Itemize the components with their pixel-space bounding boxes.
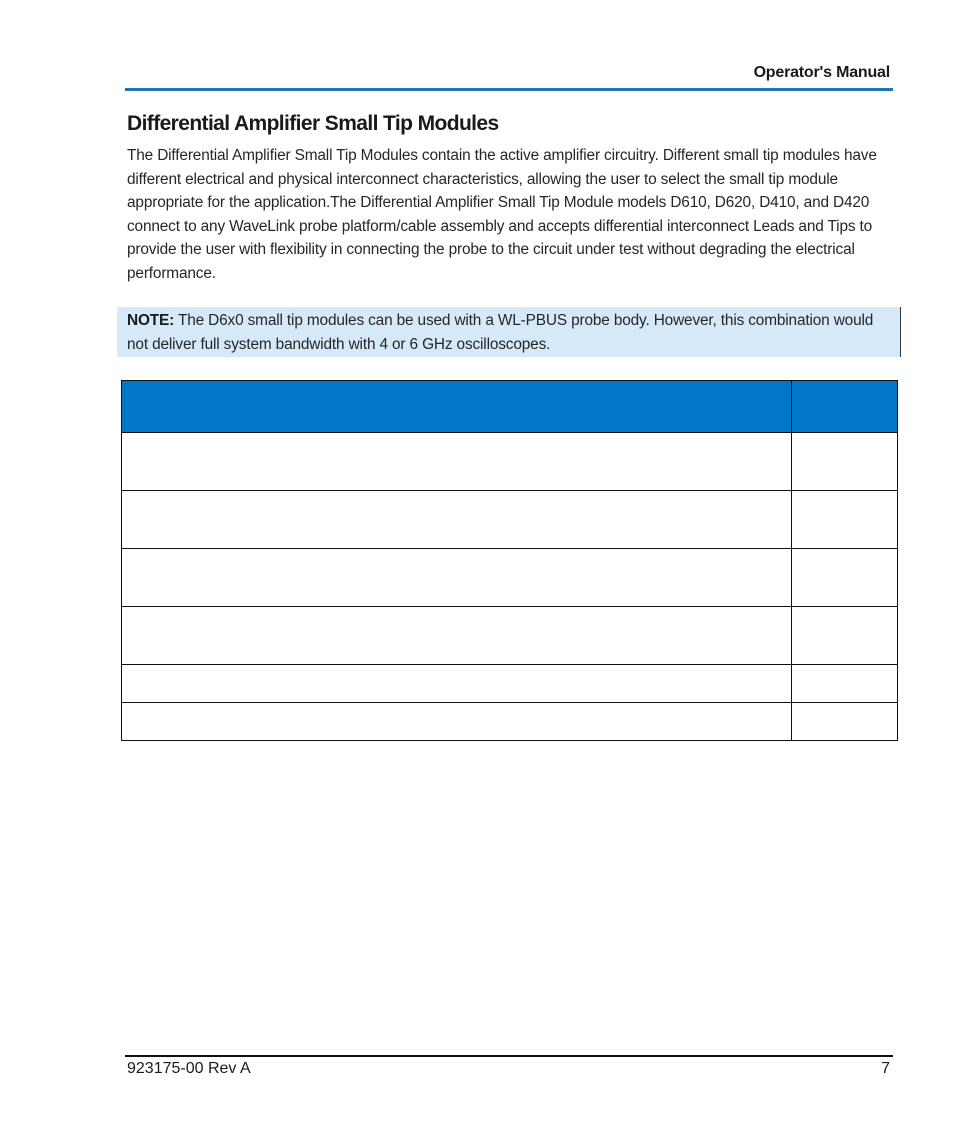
table-cell — [122, 491, 792, 549]
note-box — [117, 307, 901, 357]
table-row — [122, 491, 898, 549]
body-paragraph: The Differential Amplifier Small Tip Modules contain the active amplifier circuitry. Different small tip modules have different electrical and physical interconnect characteristics, allowing the user to select the small tip module appropriate for the application.The Differential Amplifier Small Tip Module models D610, D620, D410, and D420 connect to any WaveLink probe platform/cable assembly and accepts differential interconnect Leads and Tips to provide the user with flexibility in connecting the probe to the circuit under test without degrading the electrical performance. — [127, 147, 877, 282]
table-cell — [122, 703, 792, 741]
header-title: Operator's Manual — [753, 64, 890, 81]
table-cell — [792, 703, 898, 741]
table-header-cell — [122, 381, 792, 433]
table-cell — [792, 549, 898, 607]
table-cell — [122, 549, 792, 607]
spec-table — [121, 380, 898, 741]
table-row — [122, 607, 898, 665]
footer-page-number: 7 — [881, 1060, 890, 1077]
table-row — [122, 703, 898, 741]
table-cell — [792, 491, 898, 549]
table-row — [122, 549, 898, 607]
note-text — [127, 309, 890, 357]
table-row — [122, 433, 898, 491]
table-cell — [122, 665, 792, 703]
table-cell — [792, 433, 898, 491]
table-cell — [792, 665, 898, 703]
table-header-row — [122, 381, 898, 433]
footer-rule — [125, 1055, 893, 1057]
table-cell — [792, 607, 898, 665]
header-rule — [125, 88, 893, 91]
footer-doc-number: 923175-00 Rev A — [127, 1060, 251, 1077]
table-row — [122, 665, 898, 703]
table-header-cell — [792, 381, 898, 433]
section-heading: Differential Amplifier Small Tip Modules — [127, 112, 499, 135]
table-cell — [122, 607, 792, 665]
note-body: The D6x0 small tip modules can be used with a WL-PBUS probe body. However, this combination would not deliver full system bandwidth with 4 or 6 GHz oscilloscopes. — [127, 312, 874, 353]
table-cell — [122, 433, 792, 491]
note-label: NOTE: — [127, 312, 175, 329]
